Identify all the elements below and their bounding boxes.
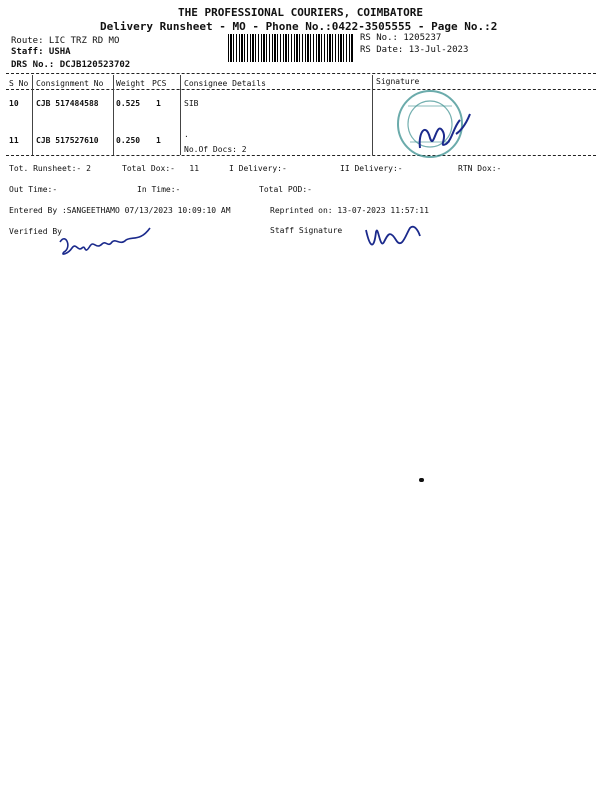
col-header-weight: Weight bbox=[116, 79, 145, 88]
col-header-sno: S No bbox=[9, 79, 29, 88]
col-divider bbox=[372, 75, 373, 155]
row-consignee: SIB bbox=[184, 99, 199, 108]
entered-by: Entered By :SANGEETHAMO 07/13/2023 10:09:10 AM bbox=[9, 206, 231, 215]
table-top-rule bbox=[6, 73, 596, 74]
col-divider bbox=[113, 75, 114, 155]
receiver-signature bbox=[412, 104, 474, 156]
row-consignment: CJB 517527610 bbox=[36, 136, 99, 145]
total-runsheet: Tot. Runsheet:- 2 bbox=[9, 164, 91, 173]
col-divider bbox=[32, 75, 33, 155]
staff-signature bbox=[362, 220, 424, 256]
rs-number: RS No.: 1205237 bbox=[360, 33, 442, 43]
in-time: In Time:- bbox=[137, 185, 181, 194]
out-time: Out Time:- bbox=[9, 185, 58, 194]
ink-speck bbox=[419, 478, 424, 482]
company-title: THE PROFESSIONAL COURIERS, COIMBATORE bbox=[178, 6, 424, 19]
row-weight: 0.250 bbox=[116, 136, 141, 145]
second-delivery: II Delivery:- bbox=[340, 164, 403, 173]
rs-date: RS Date: 13-Jul-2023 bbox=[360, 45, 469, 55]
row-pcs: 1 bbox=[156, 99, 161, 108]
verifier-signature bbox=[56, 222, 156, 260]
col-header-signature: Signature bbox=[376, 77, 420, 86]
row-sno: 11 bbox=[9, 136, 19, 145]
staff-signature-label: Staff Signature bbox=[270, 226, 343, 235]
row-sno: 10 bbox=[9, 99, 19, 108]
drs-number: DRS No.: DCJB120523702 bbox=[11, 60, 131, 70]
table-bottom-rule bbox=[6, 155, 596, 156]
row-consignment: CJB 517484588 bbox=[36, 99, 99, 108]
staff-label: Staff: USHA bbox=[11, 47, 71, 57]
row-weight: 0.525 bbox=[116, 99, 141, 108]
no-of-docs: No.Of Docs: 2 bbox=[184, 145, 247, 154]
col-header-consignment: Consignment No bbox=[36, 79, 104, 88]
total-pod: Total POD:- bbox=[259, 185, 312, 194]
reprinted-on: Reprinted on: 13-07-2023 11:57:11 bbox=[270, 206, 429, 215]
col-divider bbox=[180, 75, 181, 155]
runsheet-subtitle: Delivery Runsheet - MO - Phone No.:0422-3505555 - Page No.:2 bbox=[100, 20, 498, 33]
total-dox: Total Dox:- 11 bbox=[122, 164, 200, 173]
row-consignee: . bbox=[184, 130, 189, 139]
return-dox: RTN Dox:- bbox=[458, 164, 502, 173]
row-pcs: 1 bbox=[156, 136, 161, 145]
header-bottom-rule bbox=[6, 89, 596, 90]
first-delivery: I Delivery:- bbox=[229, 164, 287, 173]
barcode bbox=[228, 34, 354, 62]
route-label: Route: LIC TRZ RD MO bbox=[11, 36, 120, 46]
col-header-pcs: PCS bbox=[152, 79, 167, 88]
col-header-consignee: Consignee Details bbox=[184, 79, 266, 88]
verified-by: Verified By bbox=[9, 227, 62, 236]
